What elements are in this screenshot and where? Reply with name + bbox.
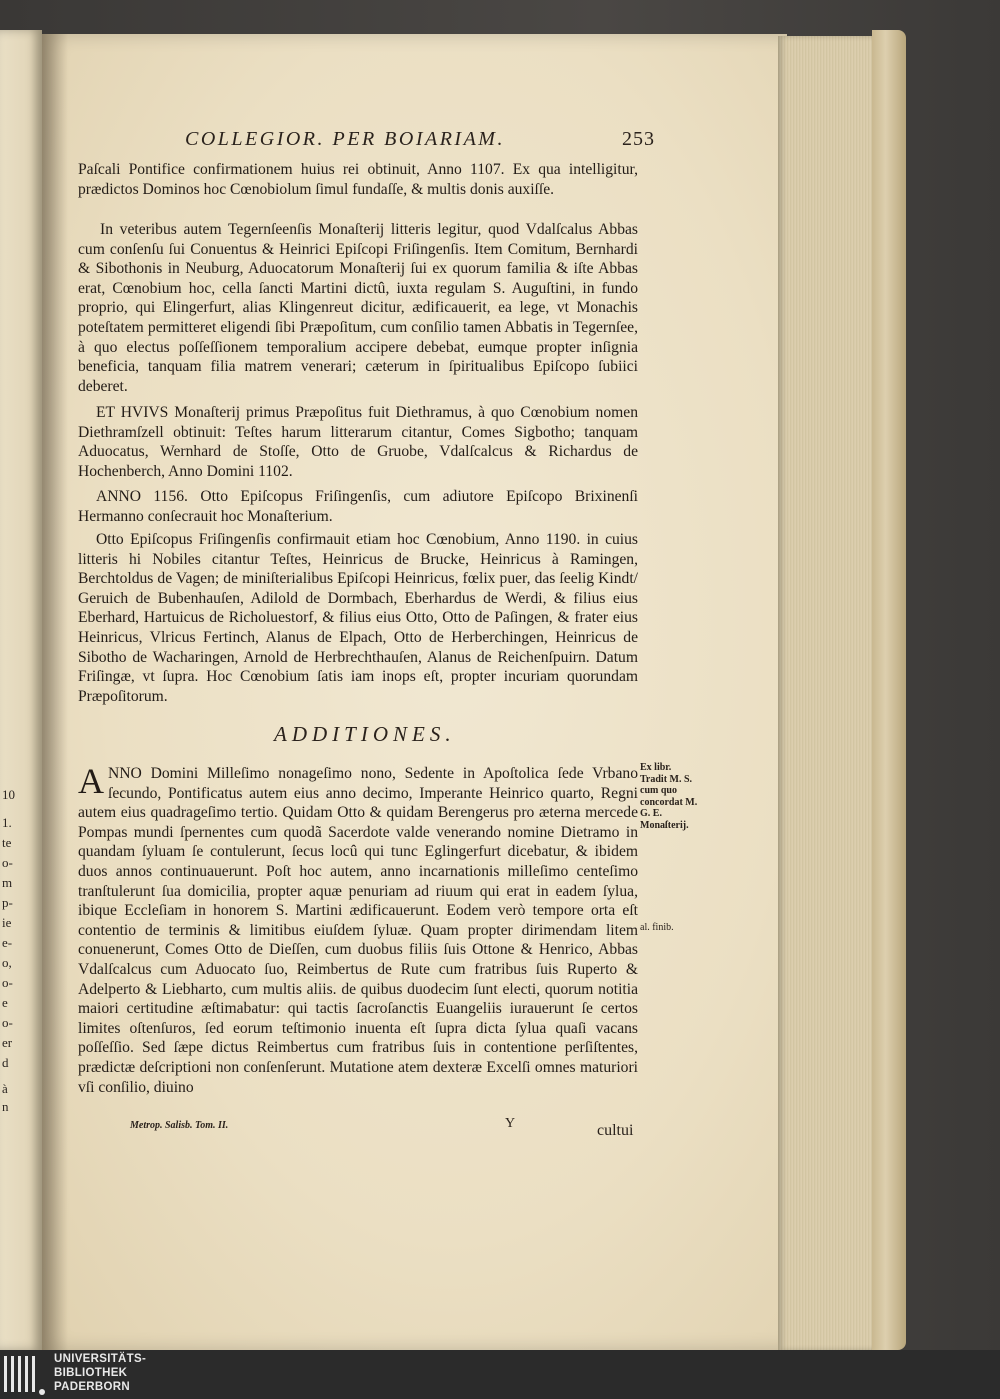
library-name-line: BIBLIOTHEK [54, 1367, 128, 1379]
left-page-fragment: m [2, 875, 13, 890]
catchword: cultui [597, 1122, 634, 1139]
paragraph-text: In veteribus autem Tegernſeenſis Monaſterij litteris legitur, quod Vdalſcalus Abbas cum conſenſu ſui Conuentus & Heinrici Epiſcopi Friſingenſis. Item Comitum, Bernhardi & Sibothonis in Neuburg, Aduocatorum Monaſterij ſui ex quorum familia & iſte Abbas erat, Cœnobium hoc, cella ſancti Martini dictû, iuxta regulam S. Auguſtini, in fundo proprio, qui Elingerfurt, alias Klingenreut dicitur, ædificauerit, ea lege, vt Monachis poteſtatem permitteret eligendi ſibi Præpoſitum, cum conſilio tamen Abbatis in Tegernſee, à quo electus poſſeſſionem temporalium accipere debebat, eumque propter inſignia beneficia, tanquam filia matrem venerari; cæterum in ſpiritualibus Epiſcopo ſubiici deberet. [78, 221, 638, 395]
paragraph [78, 487, 638, 526]
left-page-fragment: o, [2, 955, 12, 970]
footer-abbreviation: Metrop. Salisb. Tom. II. [130, 1120, 229, 1131]
left-page-fragment: n [2, 1099, 9, 1114]
left-facing-page-edge [0, 30, 42, 1350]
left-page-fragment: e [2, 995, 8, 1010]
signature-mark: Y [505, 1116, 516, 1131]
paragraph [78, 160, 638, 199]
left-page-fragment: à [2, 1081, 8, 1096]
page-block-edges [778, 36, 878, 1350]
paragraph [78, 530, 638, 706]
left-page-fragment: te [2, 835, 12, 850]
running-header [185, 128, 655, 151]
library-name-line: PADERBORN [54, 1381, 130, 1393]
left-page-fragment: ie [2, 915, 12, 930]
university-library-logo-icon [2, 1352, 46, 1396]
running-title: COLLEGIOR. PER BOIARIAM. [185, 128, 505, 150]
left-page-fragment: o- [2, 855, 13, 870]
library-logo-bar [0, 1350, 1000, 1399]
left-page-fragment: o- [2, 1015, 13, 1030]
paragraph [78, 403, 638, 481]
marginal-source-note: Ex libr. Tradit M. S. cum quo concordat M. G. E. Monaſterij. [640, 762, 698, 831]
left-page-fragment: 10 [2, 787, 15, 802]
drop-cap: A [78, 761, 104, 801]
library-name [54, 1352, 146, 1394]
section-title: ADDITIONES. [274, 722, 456, 746]
additiones-paragraph [78, 761, 638, 1097]
additiones-text: NNO Domini Milleſimo nonageſimo nono, Sedente in Apoſtolica ſede Vrbano ſecundo, Pontificatus autem eius anno decimo, Imperante Heinrico quarto, Regni autem eius quadrageſimo tertio. Quidam Otto & quidam Berengerus pro æterna mercede Pompas mundi ſpernentes cum quodã Sacerdote valde venerando nomine Dietramo in quandam ſyluam ſe contulerunt, ſecus locû qui tunc Eglingerfurt dicebatur, & ibidem duos annos continuauerunt. Poſt hoc autem, anno incarnationis milleſimo centeſimo tranſtulerunt ſua domicilia, propter aquæ penuriam ad riuum qui erat in eadem ſylua, ibique Eccleſiam in honorem S. Martini ædificauerunt. Eodem verò tempore orta eſt contentio de terminis & limitibus eiuſdem ſyluæ. Quam propter dirimendam litem conuenerunt, Comes Otto de Dieſſen, cum duobus filiis ſuis Ottone & Henrico, Abbas Vdalſcalcus cum Aduocato ſuo, Reimbertus de Rute cum fratribus ſuis Ruperto & Adelperto & Liebharto, cum multis aliis. de quibus duodecim ſunt electi, quorum notitia maiori certitudine æſtimabatur: qui tactis ſacroſanctis Euangeliis iurauerunt ſe certos limites oſtenſuros, ſed eorum teſtimonio inuenta eſt ſupra dicta ſylua quaſi vacans poſſeſſio. Sed ſæpe dictus Reimbertus cum fratribus ſuis in contentione perſiſtentes, prædictæ deſcriptioni non conſenſerunt. Mutatione atem dexteræ Excelſi omnes maturiori vſi conſilio, diuino [78, 765, 638, 1096]
paragraph-text: ANNO 1156. Otto Epiſcopus Friſingenſis, cum adiutore Epiſcopo Brixinenſi Hermanno conſecrauit hoc Monaſterium. [78, 488, 638, 525]
left-page-fragment: 1. [2, 815, 12, 830]
left-page-fragment: o- [2, 975, 13, 990]
paragraph-text: ET HVIVS Monaſterij primus Præpoſitus fuit Diethramus, à quo Cœnobium nomen Diethramſzell obtinuit: Teſtes harum litterarum citantur, Comes Sigbotho; tanquam Aduocatus, Wernhard de Stoſſe, Otto de Gruobe, Vdalſcalcus & Richardus de Hochenberch, Anno Domini 1102. [78, 404, 638, 480]
marginal-alt-reading: al. finib. [640, 922, 674, 933]
paragraph [78, 220, 638, 396]
library-name-line: UNIVERSITÄTS- [54, 1353, 147, 1365]
left-page-fragment: er [2, 1035, 13, 1050]
paragraph-text: Otto Epiſcopus Friſingenſis confirmauit etiam hoc Cœnobium, Anno 1190. in cuius litteris hi Nobiles citantur Teſtes, Heinricus de Brucke, Heinricus à Ramingen, Berchtoldus de Vagen; de miniſterialibus Epiſcopi Heinricus, fœlix puer, das ſeelig Kindt/ Geruich de Bubenhauſen, Adilold de Dormbach, Eberhardus de Werdi, & filius eius Eberhard, Hartuicus de Richoluestorf, & filius eius Otto, Otto de Paſingen, & frater eius Heinricus, Vlricus Fertinch, Alanus de Elpach, Otto de Herberchingen, Heinricus de Sibotho de Wacharingen, Arnold de Herbrechthauſen, Alanus de Reichenſpuirn. Datum Friſingæ, vt ſupra. Hoc Cœnobium ſatis iam inops eſt, propter incuriam quorundam Præpoſitorum. [78, 531, 638, 705]
paragraph-text: Paſcali Pontifice confirmationem huius rei obtinuit, Anno 1107. Ex qua intelligitur, prædictos Dominos hoc Cœnobiolum ſimul fundaſſe, & multis donis auxiſſe. [78, 161, 638, 198]
page-number: 253 [622, 128, 655, 150]
book-binding [872, 30, 906, 1350]
gutter-shadow [42, 34, 68, 1350]
left-page-fragment: e- [2, 935, 13, 950]
left-page-fragment: p- [2, 895, 13, 910]
left-page-fragment: d [2, 1055, 9, 1070]
